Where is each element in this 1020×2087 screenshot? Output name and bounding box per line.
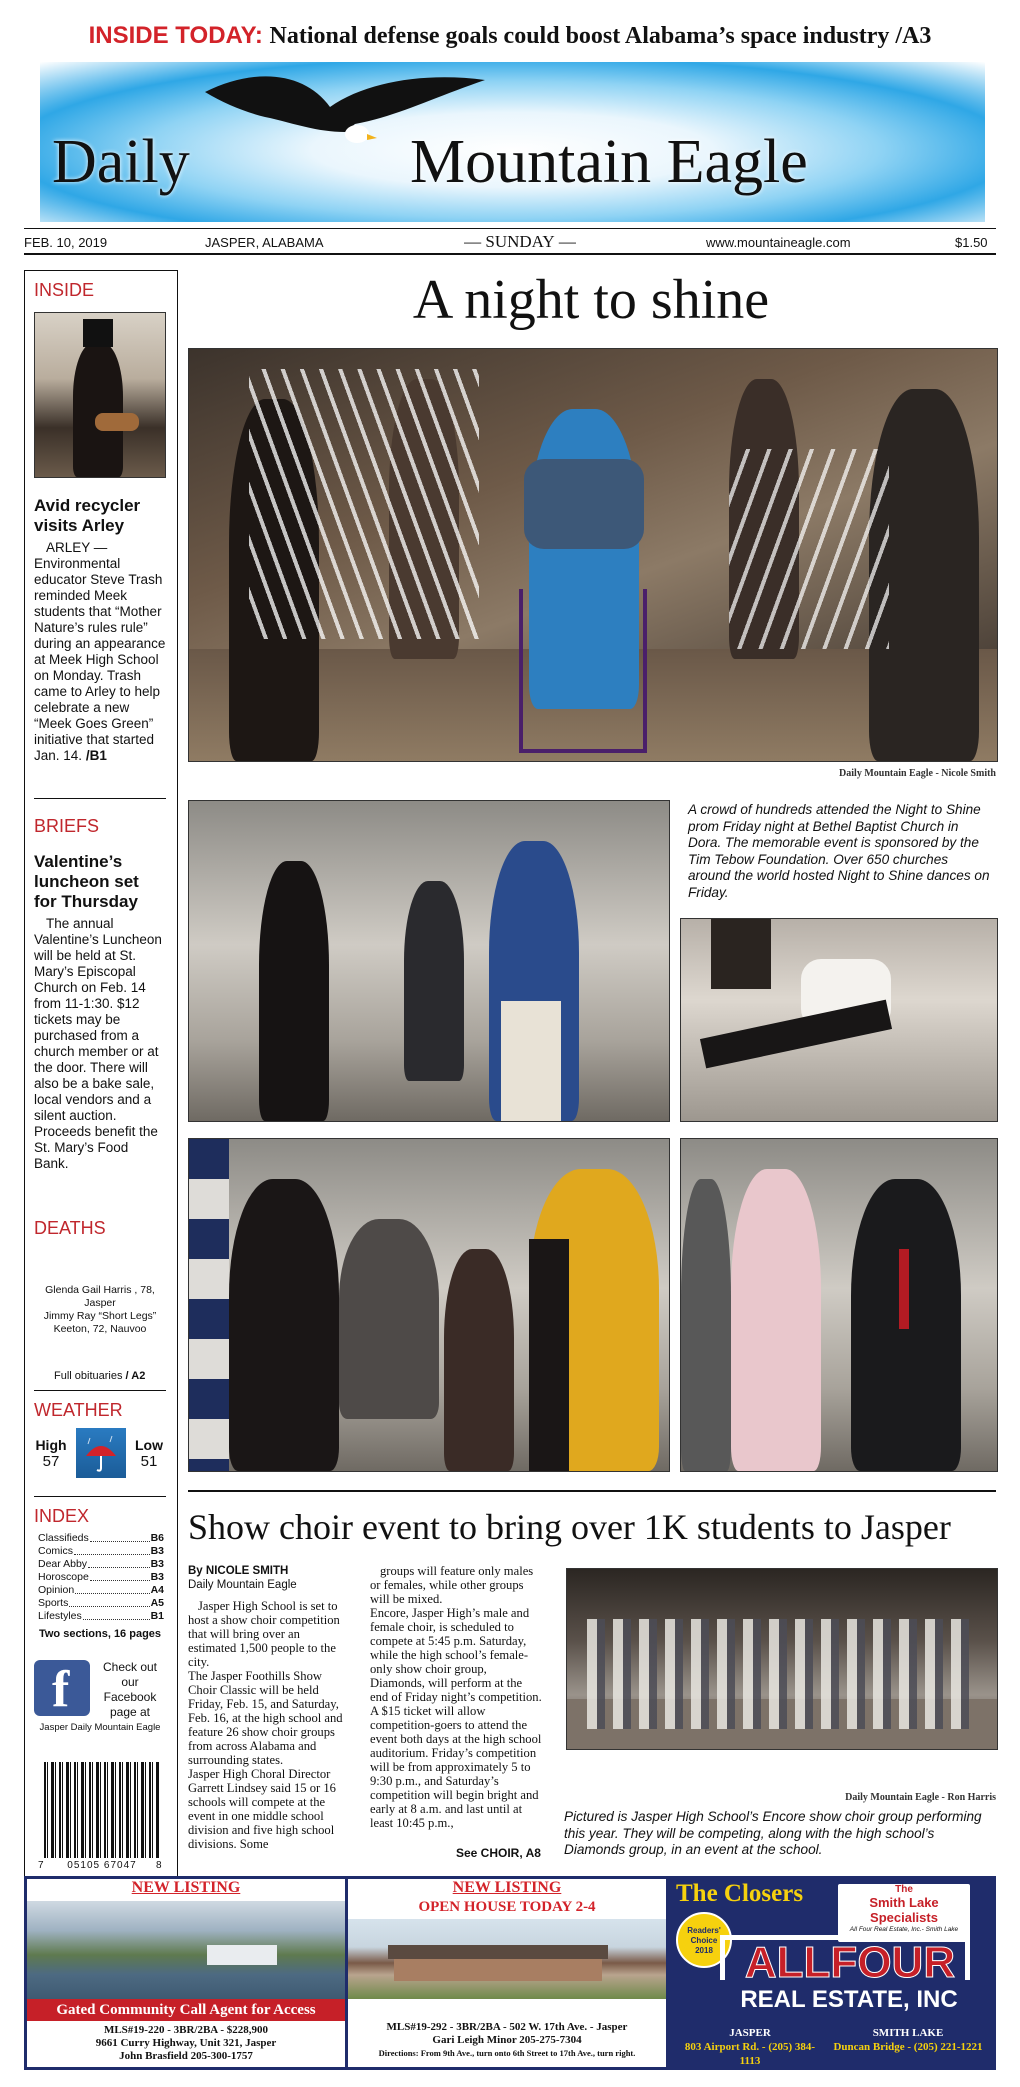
main-photo-credit: Daily Mountain Eagle - Nicole Smith [839,768,996,779]
index-item[interactable] [38,1558,164,1571]
index-item-name: Classifieds [38,1532,89,1544]
mid-mls: MLS#19-292 - 3BR/2BA - 502 W. 17th Ave. - Jasper [386,2021,628,2033]
obituaries-ref: / A2 [125,1370,146,1382]
woman-gray-scarf [681,1179,731,1471]
index-item-name: Opinion [38,1584,75,1596]
day-name: SUNDAY [485,232,555,251]
story-headline[interactable]: Show choir event to bring over 1K students to Jasper [188,1507,951,1547]
index-leader-dots [90,1571,150,1581]
facebook-text: Check out our Facebook page at [102,1660,158,1719]
realestate-logo: REAL ESTATE, INC [740,1986,958,2013]
top-hat [83,319,113,347]
inside-story-body: ARLEY — Environmental educator Steve Trash reminded Meek students that “Mother Nature’s rules rule” during an appearance at Meek High School on Monday. Trash came to Arley to help celebrate a new “Meek Goes Green” initiative that started Jan. 14. [34,540,166,763]
index-item[interactable] [38,1597,164,1610]
deaths-heading: DEATHS [34,1218,106,1238]
lake-address: Duncan Bridge - (205) 221-1221 [833,2041,983,2053]
index-item-page: B6 [150,1532,164,1544]
denim-jacket [524,459,644,549]
photo-show-choir[interactable] [566,1568,998,1750]
red-tie [899,1249,909,1329]
masthead [40,62,985,222]
high-label: High [35,1437,67,1453]
main-photo-prom-walk[interactable] [188,348,998,762]
teaser-label: INSIDE TODAY: [88,22,263,49]
mid-directions: Directions: From 9th Ave., turn onto 6th Street to 17th Ave., turn right. [378,2048,636,2058]
facebook-f-glyph: f [52,1661,70,1718]
obituaries-link[interactable] [54,1370,145,1382]
index-item-page: A5 [150,1597,164,1609]
index-item[interactable] [38,1571,164,1584]
sidebar-rule-2 [34,1390,166,1391]
masthead-mountain-eagle: Mountain Eagle [410,128,808,196]
briefs-text: The annual Valentine’s Luncheon will be held at St. Mary’s Episcopal Church on Feb. 14 from 11-1:30. $12 tickets may be purchased from a church member or at the door. There will also be a bake sale, local vendors and a silent auction. Proceeds benefit the St. Mary’s Food Bank. [34,916,162,1171]
byline-author: By NICOLE SMITH [188,1565,289,1577]
index-item-name: Lifestyles [38,1610,82,1622]
masthead-daily: Daily [52,128,190,196]
dateline-place: JASPER, ALABAMA [205,235,324,250]
inside-photo[interactable] [34,312,166,478]
dateline-day: — SUNDAY — [464,232,576,251]
house-photo [348,1919,666,1999]
floor-dancer-legs [700,1000,892,1069]
index-item-page: B3 [150,1558,164,1570]
badge-sub: All Four Real Estate, Inc.- Smith Lake [849,1926,959,1933]
index-item-page: B1 [150,1610,164,1622]
standing-legs [711,919,771,989]
barcode [38,1762,162,1882]
photo-couple-dancing[interactable] [680,1138,998,1472]
death-entry-2: Jimmy Ray “Short Legs” Keeton, 72, Nauvoo [43,1310,157,1335]
weather-heading: WEATHER [34,1400,123,1420]
streamers [249,369,479,639]
dancer-right-pants [501,1001,561,1121]
briefs-heading: BRIEFS [34,816,100,836]
house-roof [388,1945,608,1959]
jasper-address: 803 Airport Rd. - (205) 384-1113 [684,2041,816,2067]
story-photo-credit: Daily Mountain Eagle - Ron Harris [845,1792,996,1803]
barcode-bars [44,1762,160,1858]
index-item-name: Sports [38,1597,69,1609]
woman-floral-dress [731,1169,821,1471]
low-value: 51 [140,1453,158,1470]
index-item-page: B3 [150,1571,164,1583]
dateline-top-rule [24,228,996,229]
left-new-listing: NEW LISTING [131,1879,241,1896]
woman-black-dress [229,1179,339,1471]
guitar [95,413,139,431]
left-ad-details [27,2024,345,2063]
inside-story-text [34,540,166,764]
barcode-number: 05105 67047 [67,1860,137,1871]
story-column-2: groups will feature only males or females, while other groups will be mixed. Encore, Jasper High’s male and female choir, is scheduled to compete at 5:45 p.m. Saturday, while the high school’s female-only show choir group, Diamonds, will perform at the end of Friday night’s competition. A $15 ticket will allow competition-goers to attend the event both days at the high school auditorium. Friday’s competition will be from approximately 5 to 9:30 p.m., and Saturday’s competition will begin bright and early at 8 a.m. and last until at least 10:45 p.m., [370,1564,542,1830]
lake-head: SMITH LAKE [872,2027,944,2039]
ad-middle-listing[interactable] [348,1879,666,2067]
left-address: 9661 Curry Highway, Unit 321, Jasper [95,2037,277,2049]
byline-org: Daily Mountain Eagle [188,1579,297,1591]
balloons [189,1139,229,1471]
index-item[interactable] [38,1532,164,1545]
barcode-right-digit: 8 [156,1860,162,1871]
index-leader-dots [88,1558,150,1568]
lake-photo [27,1901,345,1999]
story-jump[interactable]: See CHOIR, A8 [456,1846,541,1860]
briefs-title[interactable]: Valentine’s luncheon set for Thursday [34,852,139,911]
weather-high [34,1437,68,1470]
index-item[interactable] [38,1610,164,1623]
index-heading: INDEX [34,1506,90,1526]
index-list [38,1532,164,1623]
facebook-icon[interactable] [34,1660,90,1716]
jasper-head: JASPER [729,2027,771,2039]
sidebar-rule-1 [34,798,166,799]
photo-streamers-group[interactable] [188,1138,670,1472]
story-column-1: Jasper High School is set to host a show choir competition that will bring over an estimated 1,500 people to the city. The Jasper Foothills Show Choir Classic will be held Friday, Feb. 15, and Saturday, Feb. 16, at the high school and feature 26 show choir groups from across Alabama and surrounding states. Jasper High Choral Director Garrett Lindsey said 15 or 16 schools will compete at the event in one middle school division and five high school divisions. Some [188,1599,343,1851]
weather-low [132,1437,166,1470]
left-agent: John Brasfield 205-300-1757 [119,2050,253,2062]
index-item-page: A4 [150,1584,164,1596]
choir-group [587,1619,977,1729]
dancer-middle [404,881,464,1081]
left-mls: MLS#19-220 - 3BR/2BA - $228,900 [103,2024,269,2036]
smith-lake-office [828,2026,988,2054]
boathouse [207,1945,277,1965]
obituaries-label: Full obituaries [54,1370,123,1382]
mid-ad-details [348,2021,666,2060]
high-value: 57 [42,1453,60,1470]
index-item-name: Dear Abby [38,1558,88,1570]
mid-agent: Gari Leigh Minor 205-275-7304 [432,2034,582,2046]
walker [519,589,647,753]
teaser-text: National defense goals could boost Alabama’s space industry /A3 [269,23,932,49]
index-item-name: Horoscope [38,1571,89,1583]
index-leader-dots [83,1610,150,1620]
open-house-banner: OPEN HOUSE TODAY 2-4 [418,1899,596,1915]
inside-heading: INSIDE [34,280,95,300]
performer-figure [73,343,123,477]
index-leader-dots [74,1545,150,1555]
man-center [444,1249,514,1471]
story-caption: Pictured is Jasper High School’s Encore show choir group performing this year. They will be competing, along with the high school’s Diamonds group, in an event at the school. [564,1809,982,1857]
sections-count: Two sections, 16 pages [38,1628,162,1640]
sidebar-rule-3 [34,1496,166,1497]
story-byline [188,1564,297,1592]
deaths-list [34,1284,166,1336]
photo-dancer-floor[interactable] [680,918,998,1122]
mid-new-listing: NEW LISTING [452,1879,562,1896]
streamers-right [729,449,889,649]
ad-left-listing[interactable] [27,1879,345,2067]
dateline-bottom-rule [24,253,996,255]
main-headline[interactable]: A night to shine [412,269,770,331]
closers-title: The Closers [676,1880,804,1907]
allfour-logo: ALLFOUR [744,1938,956,1987]
black-vest [529,1239,569,1471]
badge-name: Smith Lake Specialists [869,1895,939,1925]
dateline-url[interactable]: www.mountaineagle.com [706,235,851,250]
inside-today-teaser[interactable] [0,22,1020,50]
jasper-office [676,2026,824,2068]
inside-story-ref[interactable]: /B1 [85,748,107,763]
house-wall [394,1959,602,1981]
index-item-name: Comics [38,1545,74,1557]
index-item-page: B3 [150,1545,164,1557]
dancer-left [259,861,329,1121]
index-leader-dots [90,1532,150,1542]
left-ad-banner: Gated Community Call Agent for Access [27,1999,345,2021]
barcode-left-digit: 7 [38,1860,44,1871]
low-label: Low [135,1437,163,1453]
badge-top: The [895,1884,913,1895]
photo-dancers-center[interactable] [188,800,670,1122]
facebook-page-name[interactable]: Jasper Daily Mountain Eagle [39,1722,161,1733]
dateline-price: $1.50 [955,235,988,250]
index-item[interactable] [38,1545,164,1558]
death-entry-1: Glenda Gail Harris , 78, Jasper [45,1284,155,1309]
inside-story-title[interactable]: Avid recycler visits Arley [34,496,141,535]
dateline-date: FEB. 10, 2019 [24,235,108,250]
index-item[interactable] [38,1584,164,1597]
readers-choice-text: Readers' Choice 2018 [687,1926,721,1955]
main-caption: A crowd of hundreds attended the Night to Shine prom Friday night at Bethel Baptist Church in Dora. The memorable event is sponsored by the Tim Tebow Foundation. Over 650 churches around the world hosted Night to Shine dances on Friday. [688,802,990,900]
index-leader-dots [75,1584,149,1594]
umbrella-rain-icon [76,1428,126,1478]
story-top-rule [188,1490,996,1492]
index-leader-dots [69,1597,149,1607]
bg-crowd [339,1219,439,1419]
